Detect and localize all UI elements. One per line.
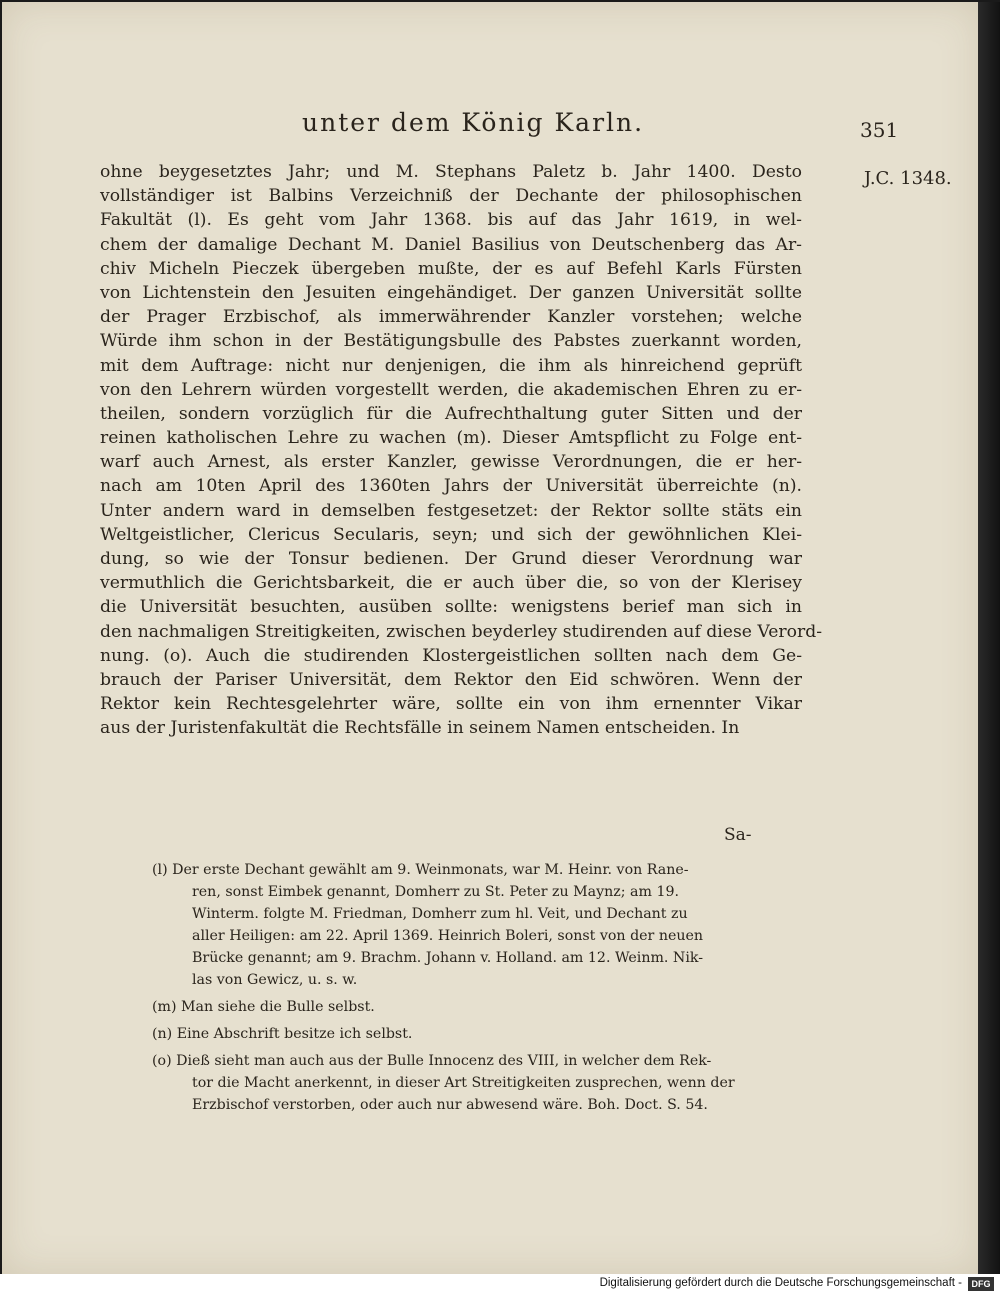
dfg-logo: DFG [968,1277,994,1291]
body-line: von den Lehrern würden vorgestellt werden, die akademischen Ehren zu er- [100,379,802,400]
body-line: chem der damalige Dechant M. Daniel Basilius von Deutschenberg das Ar- [100,234,802,255]
body-line: brauch der Pariser Universität, dem Rektor den Eid schwören. Wenn der [100,669,802,690]
body-line: warf auch Arnest, als erster Kanzler, gewisse Verordnungen, die er her- [100,452,802,473]
body-line: Würde ihm schon in der Bestätigungsbulle des Pabstes zuerkannt worden, [100,331,802,352]
footnote-line: ren, sonst Eimbek genannt, Domherr zu St. Peter zu Maynz; am 19. [192,884,680,900]
body-line: den nachmaligen Streitigkeiten, zwischen beyderley studirenden auf diese Verord- [100,621,823,642]
page-number: 351 [860,118,899,142]
body-line: nach am 10ten April des 1360ten Jahrs der Universität überreichte (n). [100,476,802,497]
footnote-line: (m) Man siehe die Bulle selbst. [152,999,375,1015]
body-line: Unter andern ward in demselben festgesetzet: der Rektor sollte stäts ein [100,500,802,521]
footnote-line: Winterm. folgte M. Friedman, Domherr zum hl. Veit, und Dechant zu [192,906,688,922]
body-line: Rektor kein Rechtesgelehrter wäre, sollte ein von ihm ernennter Vikar [100,694,802,715]
body-line: der Prager Erzbischof, als immerwährender Kanzler vorstehen; welche [100,307,802,328]
body-line: Fakultät (l). Es geht vom Jahr 1368. bis auf das Jahr 1619, in wel- [100,210,802,231]
footer-bar [0,1274,1000,1295]
body-line: die Universität besuchten, ausüben sollte: wenigstens berief man sich in [100,597,802,618]
body-line: Weltgeistlicher, Clericus Secularis, seyn; und sich der gewöhnlichen Klei- [100,524,802,545]
footnote [152,859,792,991]
footnote [152,996,792,1018]
body-line: nung. (o). Auch die studirenden Klostergeistlichen sollten nach dem Ge- [100,645,802,666]
body-line: reinen katholischen Lehre zu wachen (m). Dieser Amtspflicht zu Folge ent- [100,428,802,449]
footnote [152,1050,792,1116]
book-page [2,2,980,1274]
margin-note-year: J.C. 1348. [864,168,952,189]
footnotes [152,859,792,1121]
footnote-line: las von Gewicz, u. s. w. [192,972,358,988]
scan-edge [978,2,1000,1274]
footer-credit: Digitalisierung gefördert durch die Deutsche Forschungsgemeinschaft - [599,1277,962,1289]
body-line: ohne beygesetztes Jahr; und M. Stephans Paletz b. Jahr 1400. Desto [100,162,802,182]
catchword: Sa- [724,825,752,845]
footnote-line: Brücke genannt; am 9. Brachm. Johann v. Holland. am 12. Weinm. Nik- [192,950,704,966]
footnote-line: (l) Der erste Dechant gewählt am 9. Weinmonats, war M. Heinr. von Rane- [152,862,689,878]
running-head: unter dem König Karln. [302,108,645,137]
body-line: chiv Micheln Pieczek übergeben mußte, der es auf Befehl Karls Fürsten [100,258,802,279]
body-line: theilen, sondern vorzüglich für die Aufrechthaltung guter Sitten und der [100,403,802,424]
body-line: von Lichtenstein den Jesuiten eingehändiget. Der ganzen Universität sollte [100,282,802,303]
footnote-line: aller Heiligen: am 22. April 1369. Heinrich Boleri, sonst von der neuen [192,928,704,944]
footnote-line: tor die Macht anerkennt, in dieser Art Streitigkeiten zusprechen, wenn der [192,1075,735,1091]
body-line: mit dem Auftrage: nicht nur denjenigen, die ihm als hinreichend geprüft [100,355,802,376]
body-line: vermuthlich die Gerichtsbarkeit, die er auch über die, so von der Klerisey [100,573,802,594]
body-line: dung, so wie der Tonsur bedienen. Der Grund dieser Verordnung war [100,549,802,569]
footnote-line: (n) Eine Abschrift besitze ich selbst. [152,1026,413,1042]
body-line: vollständiger ist Balbins Verzeichniß der Dechante der philosophischen [100,186,802,207]
footnote-line: Erzbischof verstorben, oder auch nur abwesend wäre. Boh. Doct. S. 54. [192,1097,708,1113]
footnote-line: (o) Dieß sieht man auch aus der Bulle Innocenz des VIII, in welcher dem Rek- [152,1053,712,1069]
body-line: aus der Juristenfakultät die Rechtsfälle in seinem Namen entscheiden. In [100,718,740,739]
body-text [100,160,823,741]
footnote [152,1023,792,1045]
